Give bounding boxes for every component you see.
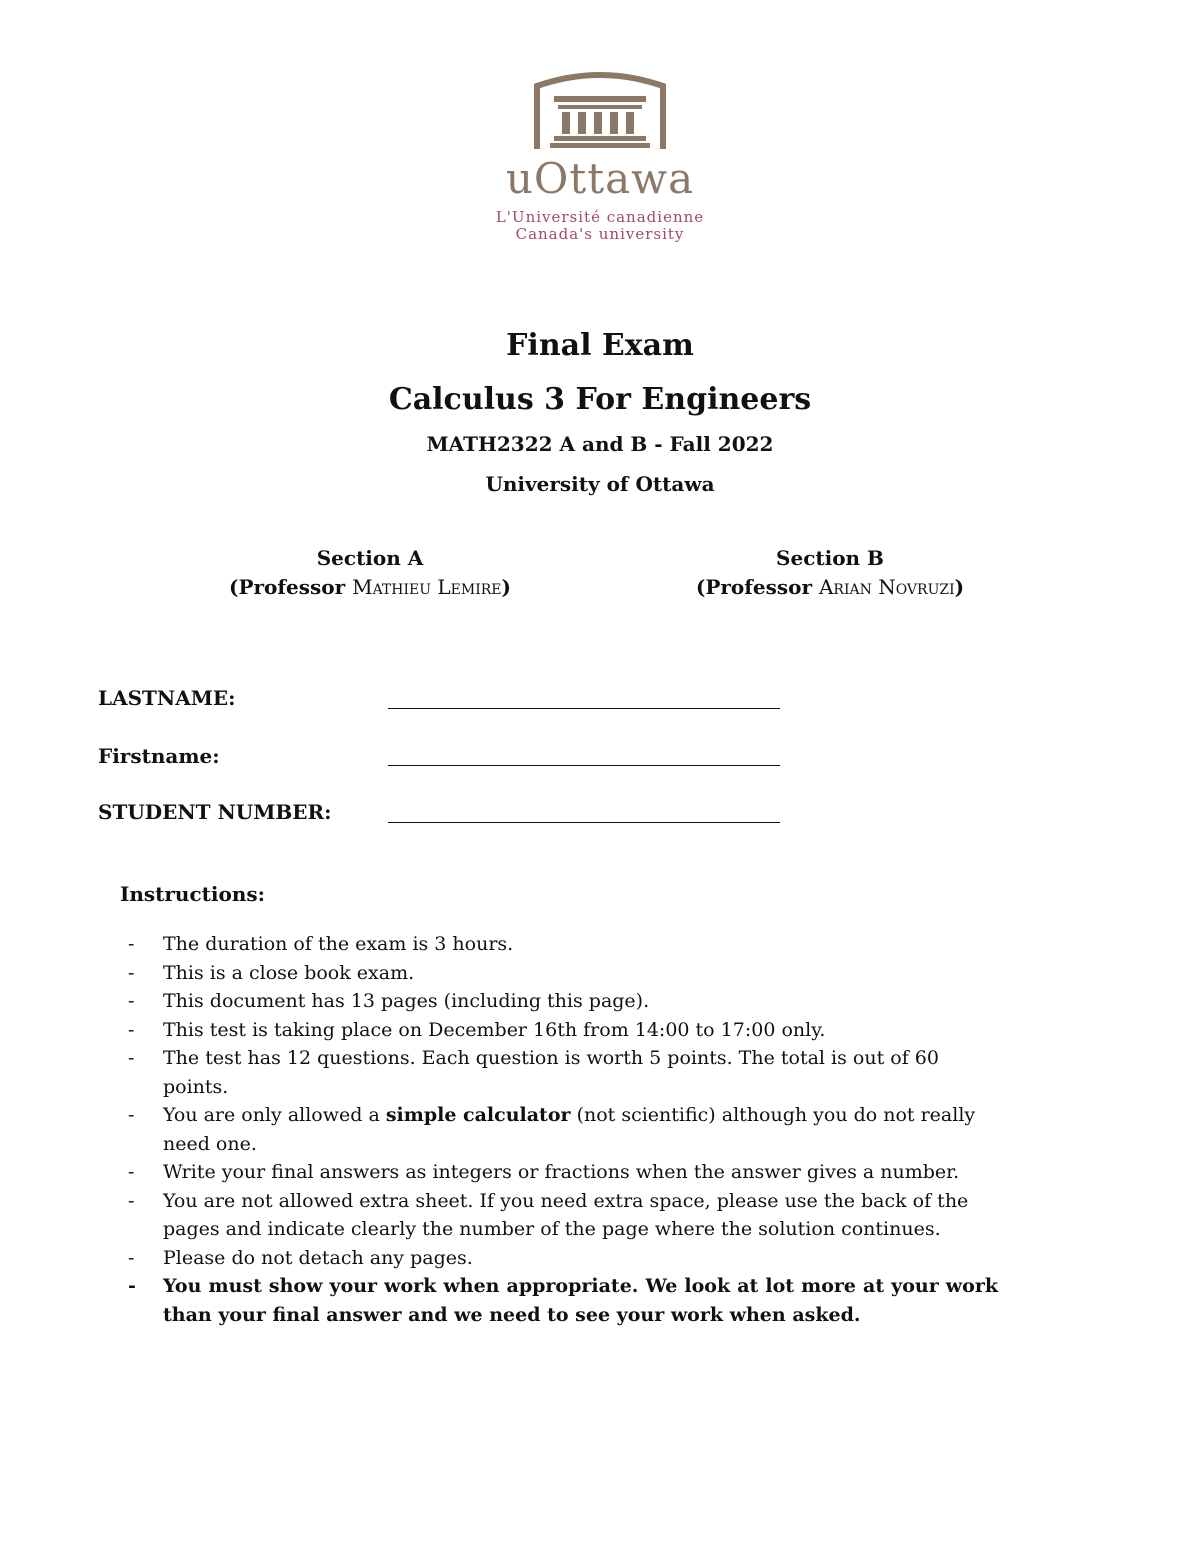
instruction-text: This test is taking place on December 16th from 14:00 to 17:00 only. xyxy=(163,1018,826,1041)
bullet-dash: - xyxy=(128,1161,135,1183)
professor-suffix: ) xyxy=(954,575,965,599)
instruction-text: The duration of the exam is 3 hours. xyxy=(163,933,514,955)
bullet-dash: - xyxy=(128,1018,135,1041)
professor-name: Mathieu Lemire xyxy=(352,575,502,599)
bullet-dash: - xyxy=(128,990,135,1012)
bullet-dash: - xyxy=(128,1246,135,1269)
firstname-label: Firstname: xyxy=(98,744,220,768)
list-item xyxy=(128,987,998,1016)
calc-text-after: (not scientific) although you do not really need one. xyxy=(163,1104,976,1155)
university-name: University of Ottawa xyxy=(485,472,715,496)
section-b-label: Section B xyxy=(776,546,884,570)
logo-tagline-en: Canada's university xyxy=(515,225,685,243)
list-item xyxy=(128,1187,998,1244)
list-item xyxy=(128,959,998,988)
professor-prefix: (Professor xyxy=(229,575,353,599)
list-item xyxy=(128,1244,998,1273)
instruction-text: This document has 13 pages (including this page). xyxy=(163,990,650,1012)
instruction-text: The test has 12 questions. Each question is worth 5 points. The total is out of 60 points. xyxy=(163,1047,939,1098)
list-item xyxy=(128,1158,998,1187)
instruction-text: Write your final answers as integers or fractions when the answer gives a number. xyxy=(163,1161,960,1183)
bullet-dash: - xyxy=(128,933,135,955)
logo-tagline-fr: L'Université canadienne xyxy=(495,208,705,226)
calc-text-bold: simple calculator xyxy=(385,1104,571,1126)
professor-name: Arian Novruzi xyxy=(818,575,955,599)
firstname-line[interactable] xyxy=(388,765,780,766)
bullet-dash: - xyxy=(128,1275,136,1297)
building-icon xyxy=(532,70,668,152)
bullet-dash: - xyxy=(128,1189,135,1212)
student-number-line[interactable] xyxy=(388,822,780,823)
instructions-heading: Instructions: xyxy=(120,882,266,906)
bullet-dash: - xyxy=(128,1104,135,1126)
professor-suffix: ) xyxy=(501,575,511,599)
list-item xyxy=(128,1016,998,1045)
course-code: MATH2322 A and B - Fall 2022 xyxy=(426,432,774,456)
course-title: Calculus 3 For Engineers xyxy=(388,382,812,417)
student-number-label: STUDENT NUMBER: xyxy=(98,800,332,824)
bullet-dash: - xyxy=(128,1047,135,1069)
section-b xyxy=(630,544,1030,602)
logo-wordmark: uOttawa xyxy=(505,154,695,203)
list-item xyxy=(128,1272,998,1329)
list-item xyxy=(128,930,998,959)
calc-text-before: You are only allowed a xyxy=(163,1104,386,1126)
bullet-dash: - xyxy=(128,961,135,984)
section-a xyxy=(170,544,570,602)
instruction-text: This is a close book exam. xyxy=(163,961,415,984)
instruction-text-bold: You must show your work when appropriate. We look at lot more at your work than your final answer and we need to see your work when asked. xyxy=(163,1275,998,1326)
lastname-line[interactable] xyxy=(388,708,780,709)
section-a-label: Section A xyxy=(316,546,424,570)
uottawa-logo xyxy=(460,70,740,250)
instructions-list xyxy=(128,930,998,1329)
section-a-professor xyxy=(170,573,570,602)
exam-title: Final Exam xyxy=(506,328,694,363)
lastname-label: LASTNAME: xyxy=(98,686,236,710)
instruction-text: Please do not detach any pages. xyxy=(163,1246,473,1269)
list-item xyxy=(128,1101,998,1158)
instruction-text: You are not allowed extra sheet. If you need extra space, please use the back of the pages and indicate clearly the number of the page where the solution continues. xyxy=(163,1189,969,1240)
list-item xyxy=(128,1044,998,1101)
professor-prefix: (Professor xyxy=(695,575,819,599)
section-b-professor xyxy=(630,573,1030,602)
